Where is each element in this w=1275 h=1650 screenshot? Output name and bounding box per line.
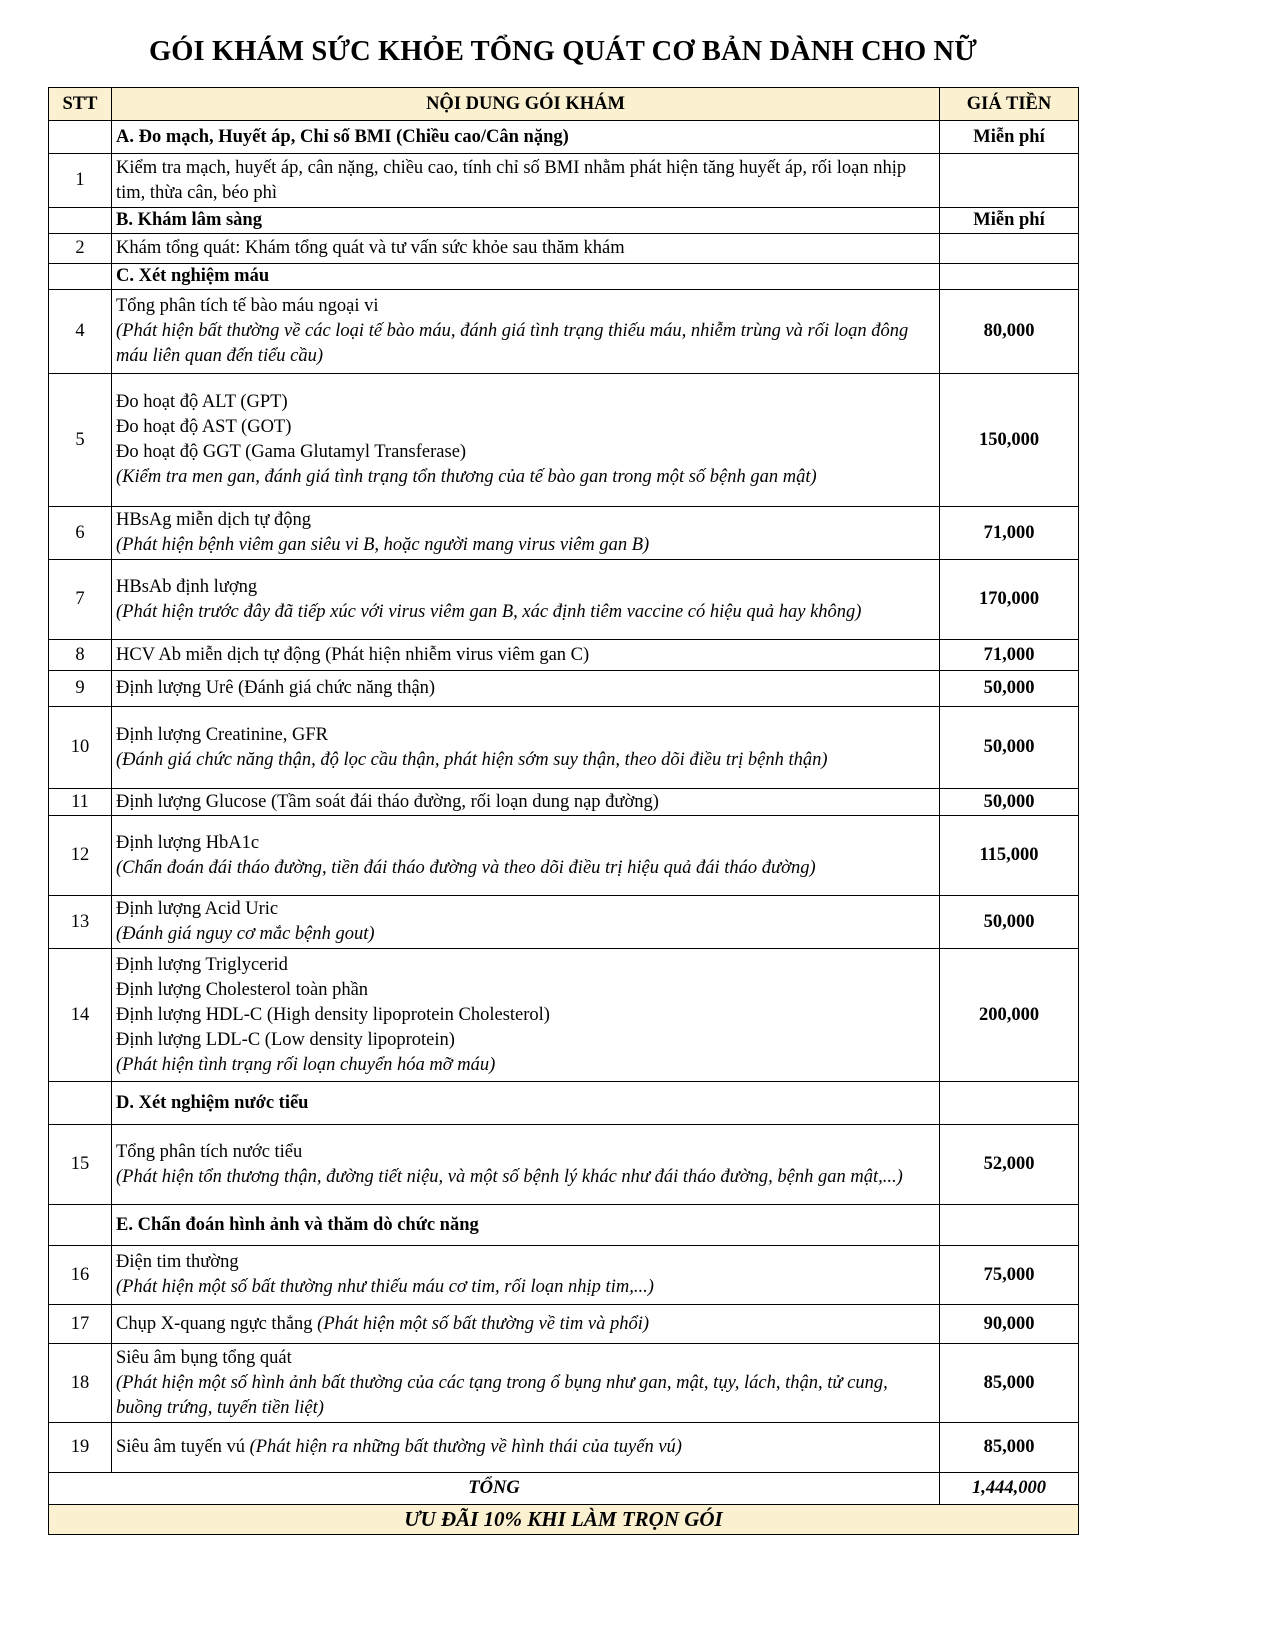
row-content [112,896,940,949]
row-price: 85,000 [940,1344,1079,1423]
row-content [112,290,940,374]
row-price: 52,000 [940,1125,1079,1205]
content-line: Kiểm tra mạch, huyết áp, cân nặng, chiều cao, tính chỉ số BMI nhằm phát hiện tăng huyết áp, rối loạn nhịp tim, thừa cân, béo phì [116,157,907,203]
content-note: (Phát hiện một số hình ảnh bất thường của các tạng trong ổ bụng như gan, mật, tụy, lách, thận, tử cung, buồng trứng, tuyến tiền liệt) [116,1372,888,1418]
row-stt [49,264,112,290]
content-line: Định lượng Glucose (Tầm soát đái tháo đường, rối loạn dung nạp đường) [116,791,659,812]
content-line: D. Xét nghiệm nước tiểu [116,1092,309,1113]
row-stt: 6 [49,507,112,560]
offer-row [49,1505,1079,1535]
row-price [940,1205,1079,1246]
header-content: NỘI DUNG GÓI KHÁM [112,88,940,121]
header-stt: STT [49,88,112,121]
content-note: (Kiểm tra men gan, đánh giá tình trạng tổn thương của tế bào gan trong một số bệnh gan mật) [116,467,817,487]
row-content [112,1423,940,1473]
row-price: 170,000 [940,560,1079,640]
row-content [112,234,940,264]
content-note: (Đánh giá chức năng thận, độ lọc cầu thận, phát hiện sớm suy thận, theo dõi điều trị bệnh thận) [116,749,828,770]
table-row [49,1305,1079,1344]
section-title [112,264,940,290]
content-line: Siêu âm tuyến vú [116,1437,245,1457]
table-row [49,949,1079,1082]
row-stt: 12 [49,816,112,896]
row-price: Miễn phí [940,121,1079,154]
row-price [940,264,1079,290]
row-stt: 9 [49,671,112,707]
content-line: Định lượng LDL-C (Low density lipoprotein) [116,1029,455,1050]
row-content [112,640,940,671]
content-line: Định lượng Cholesterol toàn phần [116,979,369,1000]
row-price: 50,000 [940,671,1079,707]
content-line: Định lượng HbA1c [116,832,260,853]
table-row [49,154,1079,208]
content-line: Khám tổng quát: Khám tổng quát và tư vấn sức khỏe sau thăm khám [116,238,625,258]
row-content [112,789,940,816]
content-line: HBsAb định lượng [116,576,258,597]
price-table [48,87,1079,1535]
row-stt: 1 [49,154,112,208]
content-line: Đo hoạt độ AST (GOT) [116,417,292,437]
row-content [112,507,940,560]
row-price: 50,000 [940,789,1079,816]
table-row [49,507,1079,560]
row-stt: 8 [49,640,112,671]
section-row [49,1205,1079,1246]
content-note: (Phát hiện tình trạng rối loạn chuyển hóa mỡ máu) [116,1054,496,1075]
row-price: 85,000 [940,1423,1079,1473]
content-note: (Đánh giá nguy cơ mắc bệnh gout) [116,924,375,944]
content-line: A. Đo mạch, Huyết áp, Chỉ số BMI (Chiều cao/Cân nặng) [116,126,569,147]
table-header-row [49,88,1079,121]
row-stt: 2 [49,234,112,264]
content-note: (Chẩn đoán đái tháo đường, tiền đái tháo đường và theo dõi điều trị hiệu quả đái tháo đường) [116,857,816,878]
content-note: (Phát hiện một số bất thường như thiếu máu cơ tim, rối loạn nhịp tim,...) [116,1277,654,1297]
content-line: Định lượng HDL-C (High density lipoprotein Cholesterol) [116,1004,550,1025]
row-price: 200,000 [940,949,1079,1082]
row-stt: 7 [49,560,112,640]
row-stt: 15 [49,1125,112,1205]
total-label: TỔNG [49,1473,940,1505]
content-line: Định lượng Urê (Đánh giá chức năng thận) [116,678,436,698]
section-title [112,121,940,154]
row-price: 50,000 [940,896,1079,949]
row-content [112,374,940,507]
content-line: B. Khám lâm sàng [116,210,262,230]
content-line: Đo hoạt độ ALT (GPT) [116,392,288,412]
content-note: (Phát hiện bất thường về các loại tế bào máu, đánh giá tình trạng thiếu máu, nhiễm trùng và rối loạn đông máu liên quan đến tiểu cầu) [116,321,909,366]
row-price: 115,000 [940,816,1079,896]
row-stt [49,208,112,234]
content-note: (Phát hiện trước đây đã tiếp xúc với virus viêm gan B, xác định tiêm vaccine có hiệu quả hay không) [116,601,862,622]
table-row [49,1423,1079,1473]
page-title: GÓI KHÁM SỨC KHỎE TỔNG QUÁT CƠ BẢN DÀNH CHO NỮ [149,36,977,67]
content-line: HBsAg miễn dịch tự động [116,510,312,530]
row-price: 71,000 [940,640,1079,671]
table-row [49,896,1079,949]
row-price [940,1082,1079,1125]
row-price [940,234,1079,264]
row-price [940,154,1079,208]
table-row [49,640,1079,671]
section-row [49,1082,1079,1125]
section-title [112,1205,940,1246]
row-price: 150,000 [940,374,1079,507]
row-stt [49,1205,112,1246]
content-note: (Phát hiện ra những bất thường về hình thái của tuyến vú) [249,1437,682,1457]
total-row [49,1473,1079,1505]
content-note: (Phát hiện tổn thương thận, đường tiết niệu, và một số bệnh lý khác như đái tháo đường, bệnh gan mật,...) [116,1166,903,1187]
table-row [49,1246,1079,1305]
row-stt: 13 [49,896,112,949]
section-title [112,1082,940,1125]
content-line: Tổng phân tích nước tiểu [116,1141,303,1162]
table-body [49,121,1079,1473]
row-content [112,949,940,1082]
content-line: Định lượng Acid Uric [116,899,279,919]
content-line: Điện tim thường [116,1252,239,1272]
row-content [112,671,940,707]
total-value: 1,444,000 [940,1473,1079,1505]
table-row [49,1344,1079,1423]
row-content [112,1344,940,1423]
table-row [49,560,1079,640]
row-stt: 19 [49,1423,112,1473]
table-row [49,707,1079,789]
content-line: C. Xét nghiệm máu [116,266,270,286]
row-content [112,707,940,789]
section-row [49,121,1079,154]
section-row [49,208,1079,234]
offer-text: ƯU ĐÃI 10% KHI LÀM TRỌN GÓI [49,1505,1079,1535]
row-stt: 10 [49,707,112,789]
header-price: GIÁ TIỀN [940,88,1079,121]
table-row [49,816,1079,896]
table-row [49,1125,1079,1205]
row-stt: 16 [49,1246,112,1305]
row-stt [49,1082,112,1125]
content-line: Định lượng Creatinine, GFR [116,724,328,745]
row-stt [49,121,112,154]
table-row [49,374,1079,507]
section-row [49,264,1079,290]
row-content [112,816,940,896]
row-price: 71,000 [940,507,1079,560]
row-price: 80,000 [940,290,1079,374]
row-content [112,1125,940,1205]
content-note: (Phát hiện bệnh viêm gan siêu vi B, hoặc người mang virus viêm gan B) [116,535,650,555]
row-price: 90,000 [940,1305,1079,1344]
row-stt: 5 [49,374,112,507]
content-line: Siêu âm bụng tổng quát [116,1347,292,1368]
table-row [49,671,1079,707]
content-line: HCV Ab miễn dịch tự động (Phát hiện nhiễm virus viêm gan C) [116,644,590,665]
content-line: Tổng phân tích tế bào máu ngoại vi [116,296,379,316]
table-row [49,789,1079,816]
content-note: (Phát hiện một số bất thường về tim và phổi) [317,1313,650,1334]
row-price: Miễn phí [940,208,1079,234]
row-content [112,154,940,208]
row-content [112,560,940,640]
row-stt: 11 [49,789,112,816]
content-line: E. Chẩn đoán hình ảnh và thăm dò chức năng [116,1214,479,1235]
row-stt: 18 [49,1344,112,1423]
row-stt: 14 [49,949,112,1082]
content-line: Đo hoạt độ GGT (Gama Glutamyl Transferase) [116,442,467,462]
row-price: 75,000 [940,1246,1079,1305]
section-title [112,208,940,234]
table-row [49,290,1079,374]
row-content [112,1246,940,1305]
row-price: 50,000 [940,707,1079,789]
table-row [49,234,1079,264]
row-content [112,1305,940,1344]
content-line: Định lượng Triglycerid [116,954,288,975]
row-stt: 17 [49,1305,112,1344]
content-line: Chụp X-quang ngực thẳng [116,1313,313,1334]
row-stt: 4 [49,290,112,374]
